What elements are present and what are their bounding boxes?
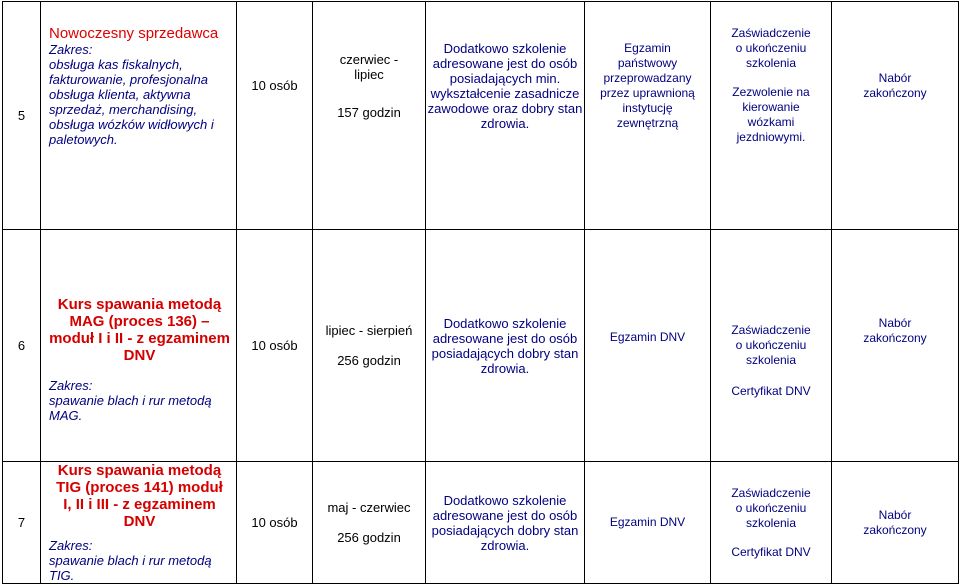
status-cell — [832, 2, 959, 230]
requirements-cell — [426, 462, 585, 584]
certificate-line: o ukończeniu — [735, 337, 807, 352]
requirements-line: zawodowe oraz dobry stan — [427, 100, 583, 116]
row-number: 6 — [3, 230, 41, 462]
exam-cell — [585, 462, 711, 584]
requirements-line: posiadających dobry stan — [431, 522, 579, 538]
requirements-cell — [426, 2, 585, 230]
requirements-line: adresowane jest do osób — [432, 507, 578, 523]
certificate-line: o ukończeniu — [735, 500, 807, 515]
table-row — [3, 462, 959, 584]
period-line: maj - czerwiec — [327, 500, 411, 515]
requirements-line: zdrowia. — [480, 115, 530, 131]
period-cell — [313, 462, 426, 584]
exam-line: Egzamin — [624, 40, 671, 55]
requirements-cell — [426, 230, 585, 462]
status-line: Nabór — [878, 315, 912, 330]
scope-line: obsługa klienta, aktywna — [49, 86, 191, 102]
requirements-line: adresowane jest do osób — [432, 55, 578, 71]
certificate-line: szkolenia — [745, 56, 797, 70]
course-title-line: I, II i III - z egzaminem — [63, 496, 216, 513]
certificate-line: szkolenia — [745, 515, 797, 530]
certificate-cell — [711, 2, 832, 230]
status-line: Nabór — [878, 70, 912, 85]
scope-label: Zakres: — [49, 378, 93, 393]
exam-cell — [585, 230, 711, 462]
course-title: Nowoczesny sprzedawca — [49, 24, 219, 42]
training-courses-table — [2, 1, 959, 584]
certificate-extra-line: jezdniowymi. — [736, 130, 806, 144]
requirements-line: posiadających dobry stan — [431, 345, 579, 361]
hours: 256 godzin — [337, 353, 401, 368]
requirements-line: zdrowia. — [480, 360, 530, 376]
participants: 10 osób — [251, 338, 298, 353]
certificate-cell — [711, 230, 832, 462]
certificate-line: o ukończeniu — [735, 41, 807, 55]
requirements-line: Dodatkowo szkolenie — [443, 40, 567, 56]
participants: 10 osób — [251, 78, 298, 93]
exam-line: zewnętrzną — [616, 115, 679, 130]
scope-line: spawanie blach i rur metodą — [49, 393, 212, 408]
participants-cell — [237, 2, 313, 230]
course-title-line: Kurs spawania metodą — [57, 462, 222, 479]
scope-label: Zakres: — [49, 538, 93, 553]
status-cell — [832, 230, 959, 462]
certificate-extra-line: Zezwolenie na — [732, 85, 810, 99]
exam-line: Egzamin DNV — [609, 515, 686, 529]
participants-cell — [237, 462, 313, 584]
exam-line: państwowy — [617, 55, 678, 70]
certificate-line: Zaświadczenie — [731, 26, 811, 40]
table-row — [3, 230, 959, 462]
period-line: czerwiec - — [339, 51, 399, 67]
period-cell — [313, 2, 426, 230]
exam-line: przez uprawnioną — [600, 85, 695, 100]
course-cell — [41, 2, 237, 230]
exam-line: instytucję — [622, 100, 673, 115]
requirements-line: zdrowia. — [480, 537, 530, 553]
requirements-line: Dodatkowo szkolenie — [443, 492, 567, 508]
certificate-extra-line: Certyfikat DNV — [731, 383, 811, 398]
requirements-line: Dodatkowo szkolenie — [443, 315, 567, 331]
exam-cell — [585, 2, 711, 230]
row-number: 7 — [3, 462, 41, 584]
certificate-line: Zaświadczenie — [731, 485, 811, 500]
participants: 10 osób — [251, 515, 298, 530]
requirements-line: wykształcenie zasadnicze — [430, 85, 580, 101]
scope-line: obsługa wózków widłowych i — [49, 116, 214, 132]
course-title-line: moduł I i II - z egzaminem — [49, 330, 230, 347]
scope-line: obsługa kas fiskalnych, — [49, 56, 183, 72]
scope-line: sprzedaż, merchandising, — [49, 101, 198, 117]
requirements-line: posiadających min. — [449, 70, 561, 86]
course-title-line: DNV — [123, 347, 156, 364]
hours: 256 godzin — [337, 530, 401, 545]
scope-line: spawanie blach i rur metodą TIG. — [49, 553, 212, 583]
course-cell — [41, 462, 237, 584]
scope-line: MAG. — [49, 408, 83, 423]
status-line: zakończony — [863, 85, 927, 100]
period-line: lipiec - sierpień — [325, 323, 413, 338]
period-line: lipiec — [354, 66, 384, 82]
certificate-extra-line: kierowanie — [742, 100, 800, 114]
status-line: Nabór — [878, 507, 912, 522]
scope-line: paletowych. — [49, 131, 118, 147]
certificate-line: szkolenia — [745, 352, 797, 367]
status-line: zakończony — [863, 522, 927, 537]
certificate-extra-line: wózkami — [747, 115, 795, 129]
course-title-line: DNV — [123, 513, 156, 530]
scope-line: fakturowanie, profesjonalna — [49, 71, 208, 87]
certificate-cell — [711, 462, 832, 584]
scope-label: Zakres: — [49, 41, 93, 57]
course-title-line: TIG (proces 141) moduł — [56, 479, 223, 496]
status-line: zakończony — [863, 330, 927, 345]
participants-cell — [237, 230, 313, 462]
certificate-extra-line: Certyfikat DNV — [731, 544, 811, 559]
period-cell — [313, 230, 426, 462]
certificate-line: Zaświadczenie — [731, 322, 811, 337]
course-title-line: Kurs spawania metodą — [57, 296, 222, 313]
row-number: 5 — [3, 2, 41, 230]
requirements-line: adresowane jest do osób — [432, 330, 578, 346]
hours: 157 godzin — [337, 104, 401, 120]
exam-line: przeprowadzany — [603, 70, 692, 85]
status-cell — [832, 462, 959, 584]
table-row — [3, 2, 959, 230]
exam-line: Egzamin DNV — [609, 330, 686, 344]
course-cell — [41, 230, 237, 462]
course-title-line: MAG (proces 136) – — [69, 313, 210, 330]
